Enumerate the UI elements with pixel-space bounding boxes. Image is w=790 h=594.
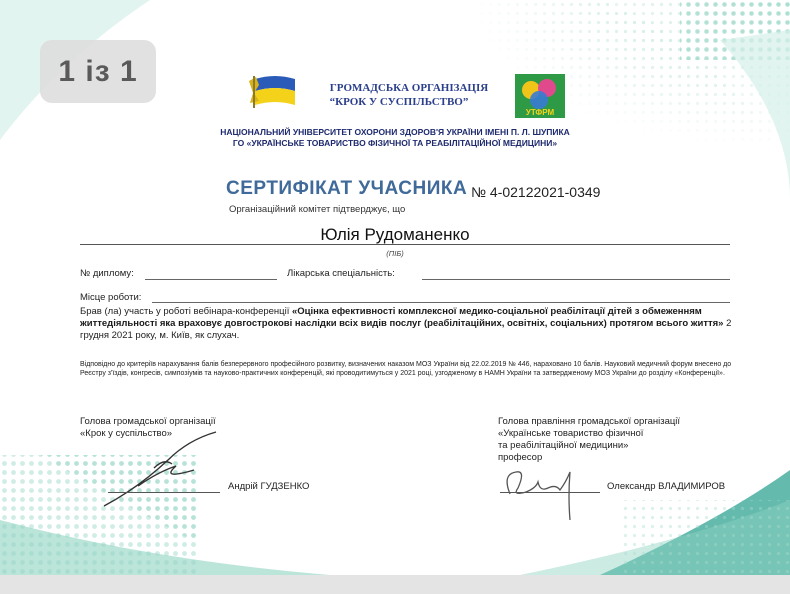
left-signatory-name: Андрій ГУДЗЕНКО [228, 481, 310, 492]
participant-name: Юлія Рудоманенко [320, 225, 470, 244]
right-signature-line [500, 492, 600, 493]
university-block [150, 127, 640, 149]
university-line1: НАЦІОНАЛЬНИЙ УНІВЕРСИТЕТ ОХОРОНИ ЗДОРОВ'Я УКРАЇНИ ІМЕНІ П. Л. ШУПИКА [220, 127, 570, 137]
university-line2: ГО «УКРАЇНСЬКЕ ТОВАРИСТВО ФІЗИЧНОЇ ТА РЕАБІЛІТАЦІЙНОЇ МЕДИЦИНИ» [232, 138, 558, 148]
org-name-line1: ГРОМАДСЬКА ОРГАНІЗАЦІЯ [329, 82, 489, 94]
diploma-line [145, 279, 277, 280]
right-title-line1: Голова правління громадської організації [498, 416, 681, 427]
organization-name [309, 81, 509, 109]
left-title-line2: «Крок у суспільство» [80, 428, 173, 439]
event-title: «Оцінка ефективності комплексної медико-соціальної реабілітації дітей з обмеженням життедіяльності яка враховує довгострокові наслідки всіх видів послуг (реабілітаційних, освітніх, соціальних) протягом всього життя» [80, 306, 724, 329]
specialty-line [422, 279, 730, 280]
specialty-label: Лікарська спеціальність: [287, 268, 395, 279]
utfrm-logo [515, 74, 565, 118]
right-title-line2: «Українське товариство фізичної [498, 428, 644, 439]
workplace-line [152, 302, 730, 303]
certificate-subtitle: Організаційний комітет підтверджує, що [229, 204, 406, 215]
certificate-number: № 4-02122021-0349 [471, 184, 601, 200]
logo2-text: УТФРМ [525, 108, 555, 117]
left-title-line1: Голова громадської організації [80, 416, 216, 427]
page-counter: 1 із 1 [40, 40, 156, 103]
org-name-line2: “КРОК У СУСПІЛЬСТВО” [329, 96, 469, 108]
right-signature [496, 452, 596, 524]
workplace-label: Місце роботи: [80, 292, 142, 303]
participation-paragraph [80, 306, 732, 342]
intro-text: Брав (ла) участь у роботі вебінара-конференції [80, 306, 292, 317]
viewer-bottom-bar [0, 575, 790, 594]
left-signature-line [108, 492, 220, 493]
certificate-title: СЕРТИФІКАТ УЧАСНИКА [226, 178, 468, 199]
right-title-line4: професор [498, 452, 543, 463]
cpd-note: Відповідно до критеріїв нарахування балів безперервного професійного розвитку, визначених наказом МОЗ України від 22.02.2019 № 446, нараховано 10 балів. Науковий медичний форум внесено до Реєстру з'їздів, конгресів, симпозіумів та науково-практичних конференцій, які проводитимуться у 2021 році, узгодженому в НАМН України та затвердженому МОЗ України до розділу «Конференції». [80, 361, 732, 377]
left-signature [98, 428, 228, 510]
right-title-line3: та реабілітаційної медицини» [498, 440, 629, 451]
event-details: 2 грудня 2021 року, м. Київ, як слухач. [80, 318, 732, 341]
diploma-label: № диплому: [80, 268, 134, 279]
name-caption: (ПІБ) [386, 249, 404, 258]
name-underline [80, 244, 730, 245]
right-signatory-name: Олександр ВЛАДИМИРОВ [607, 481, 726, 492]
